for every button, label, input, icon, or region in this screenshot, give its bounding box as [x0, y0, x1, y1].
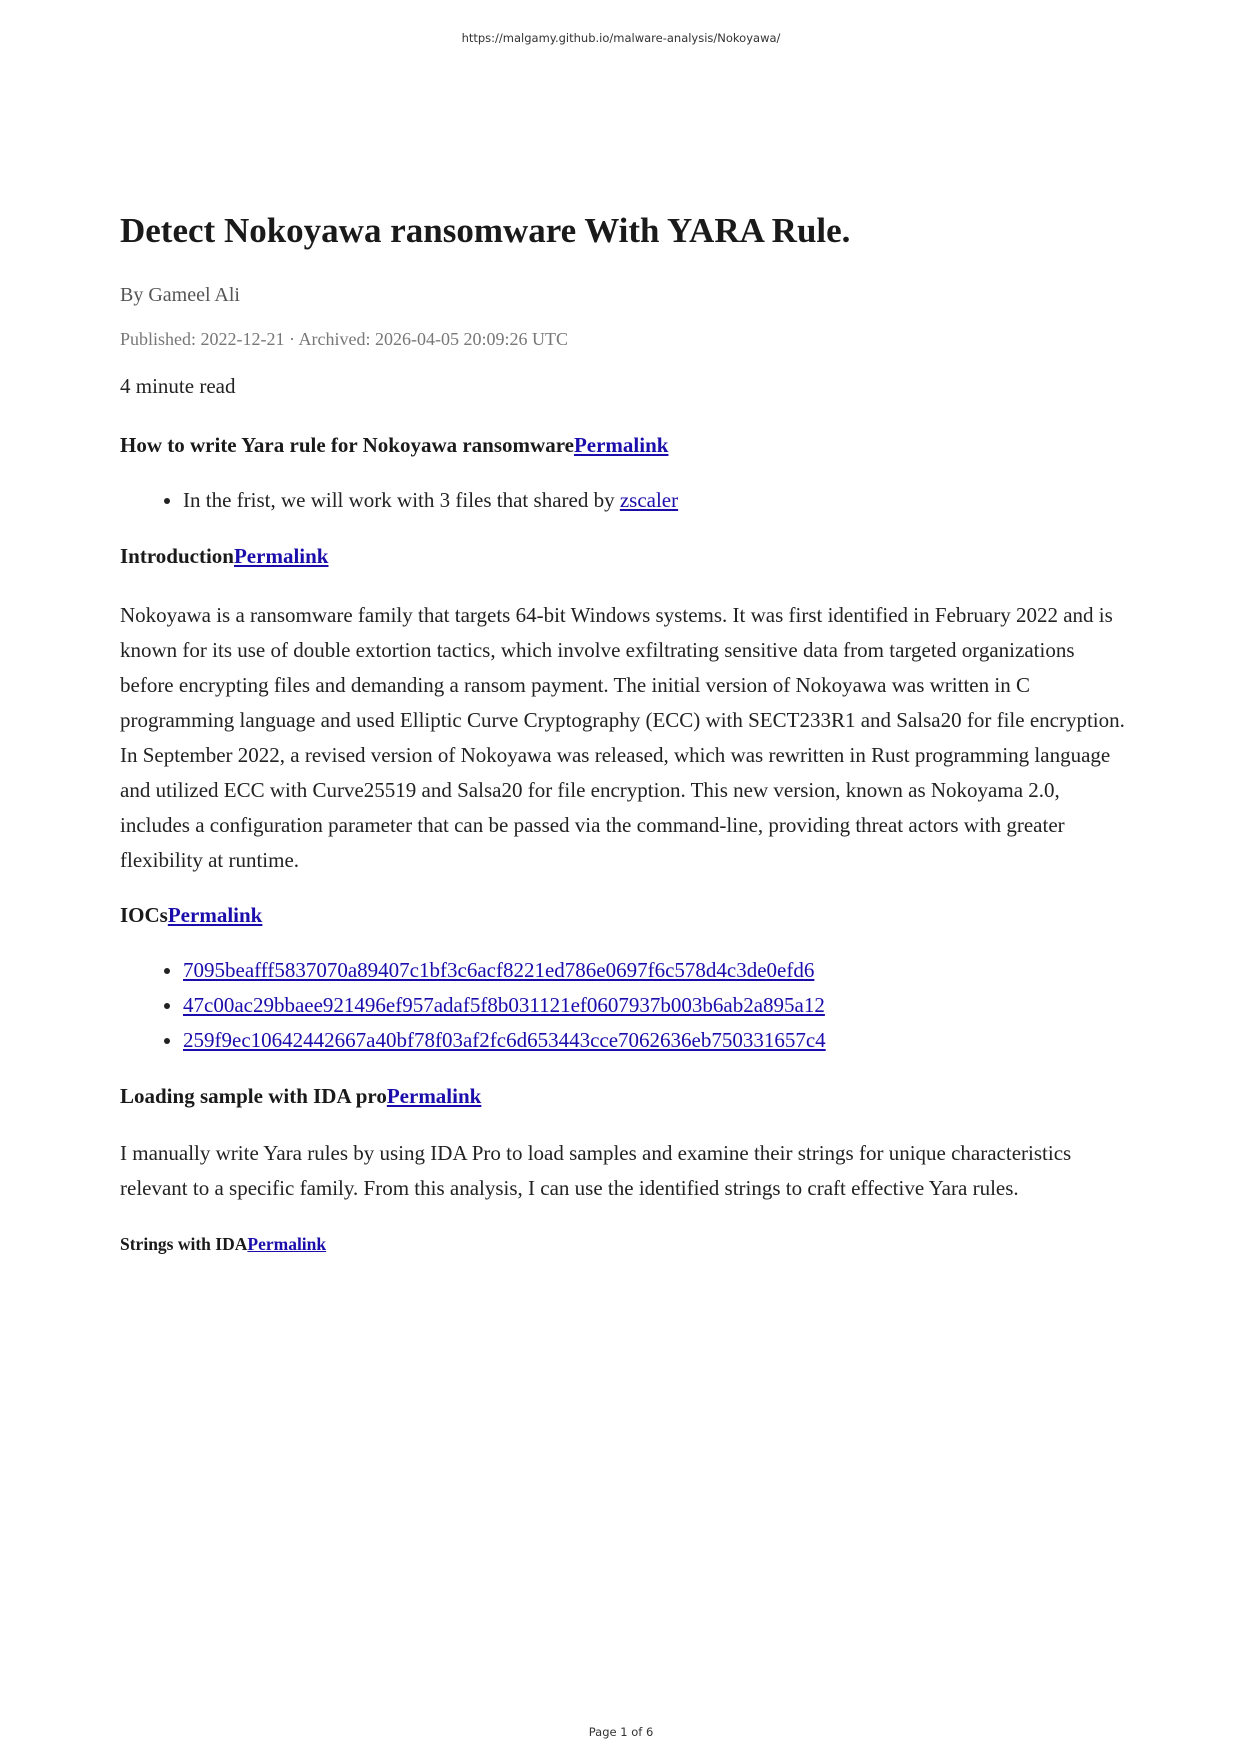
permalink-introduction[interactable]: Permalink	[233, 544, 329, 569]
heading-strings-text: Strings with IDA	[120, 1234, 248, 1255]
author-byline: By Gameel Ali	[120, 284, 240, 306]
heading-iocs-text: IOCs	[120, 902, 168, 927]
permalink-how-to[interactable]: Permalink	[573, 433, 669, 457]
page-title: Detect Nokoyawa ransomware With YARA Rule.	[120, 211, 851, 250]
heading-iocs	[120, 902, 1130, 929]
page-url-header: https://malgamy.github.io/malware-analysis/Nokoyawa/	[461, 31, 781, 45]
ioc-hash-link[interactable]: 259f9ec10642442667a40bf78f03af2fc6d653443cce7062636eb750331657c4	[183, 1027, 826, 1052]
ioc-hash-list	[120, 953, 1130, 1058]
article	[120, 210, 1130, 1255]
list-item	[183, 988, 1130, 1023]
list-item	[183, 953, 1130, 988]
publish-date: Published: 2022-12-21 · Archived: 2026-04-05 20:09:26 UTC	[120, 329, 568, 349]
heading-loading-sample-text: Loading sample with IDA pro	[120, 1083, 387, 1108]
introduction-paragraph: Nokoyawa is a ransomware family that targets 64-bit Windows systems. It was first identified in February 2022 and is known for its use of double extortion tactics, which involve exfiltrating sensitive data from targeted organizations before encrypting files and demanding a ransom payment. The initial version of Nokoyawa was written in C programming language and used Elliptic Curve Cryptography (ECC) with SECT233R1 and Salsa20 for file encryption. In September 2022, a revised version of Nokoyawa was released, which was rewritten in Rust programming language and utilized ECC with Curve25519 and Salsa20 for file encryption. This new version, known as Nokoyama 2.0, includes a configuration parameter that can be passed via the command-line, providing threat actors with greater flexibility at runtime.	[120, 602, 1125, 872]
loading-paragraph: I manually write Yara rules by using IDA Pro to load samples and examine their strings for unique characteristics relevant to a specific family. From this analysis, I can use the identified strings to craft effective Yara rules.	[120, 1141, 1072, 1201]
page-number: Page 1 of 6	[588, 1725, 654, 1739]
heading-loading-sample	[120, 1083, 1130, 1110]
heading-how-to-text: How to write Yara rule for Nokoyawa ransomware	[120, 433, 574, 457]
list-item-text: In the frist, we will work with 3 files that shared by	[183, 488, 620, 513]
heading-introduction-text: Introduction	[120, 544, 234, 569]
permalink-iocs[interactable]: Permalink	[167, 902, 263, 927]
heading-how-to	[120, 432, 1130, 459]
how-to-list	[120, 483, 1130, 518]
heading-introduction	[120, 543, 1130, 570]
permalink-strings[interactable]: Permalink	[247, 1234, 327, 1255]
read-time: 4 minute read	[120, 374, 236, 398]
ioc-hash-link[interactable]: 7095beafff5837070a89407c1bf3c6acf8221ed786e0697f6c578d4c3de0efd6	[183, 957, 815, 982]
list-item	[183, 483, 1130, 518]
heading-strings-with-ida	[120, 1234, 1130, 1255]
permalink-loading-sample[interactable]: Permalink	[386, 1083, 482, 1108]
list-item	[183, 1023, 1130, 1058]
zscaler-link[interactable]: zscaler	[619, 488, 679, 513]
ioc-hash-link[interactable]: 47c00ac29bbaee921496ef957adaf5f8b031121ef0607937b003b6ab2a895a12	[183, 992, 825, 1017]
